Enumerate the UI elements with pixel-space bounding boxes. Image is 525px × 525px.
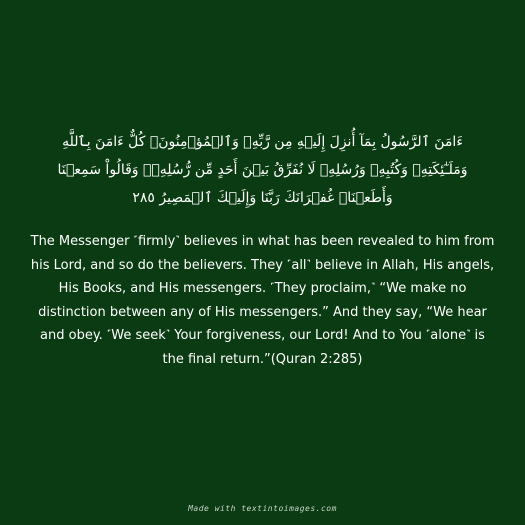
watermark-credit: Made with textintoimages.com bbox=[188, 504, 337, 513]
english-translation-text: The Messenger ˹firmly˺ believes in what has been revealed to him from his Lord, and so do the believers. They ˹all˺ believe in Allah, His angels, His Books, and His messengers. ˹They proclaim,˺ “We make no distinction between any of His messengers.” And they say, “We hear and obey. ˹We seek˺ Your forgiveness, our Lord! And to You ˹alone˺ is the final return.”(Quran 2:285) bbox=[30, 234, 495, 367]
arabic-verse-text: ءَامَنَ ٱلرَّسُولُ بِمَآ أُنزِلَ إِلَيۡهِ مِن رَّبِّهِۦ وَٱلۡمُؤۡمِنُونَۚ كُلٌّ ءَامَنَ بِٱللَّهِ وَمَلَـٰٓئِكَتِهِۦ وَكُتُبِهِۦ وَرُسُلِهِۦ لَا نُفَرِّقُ بَيۡنَ أَحَدٍ مِّن رُّسُلِهِۦۚ وَقَالُواْ سَمِعۡنَا وَأَطَعۡنَاۖ غُفۡرَانَكَ رَبَّنَا وَإِلَيۡكَ ٱلۡمَصِيرُ ٢٨٥ bbox=[57, 134, 468, 206]
